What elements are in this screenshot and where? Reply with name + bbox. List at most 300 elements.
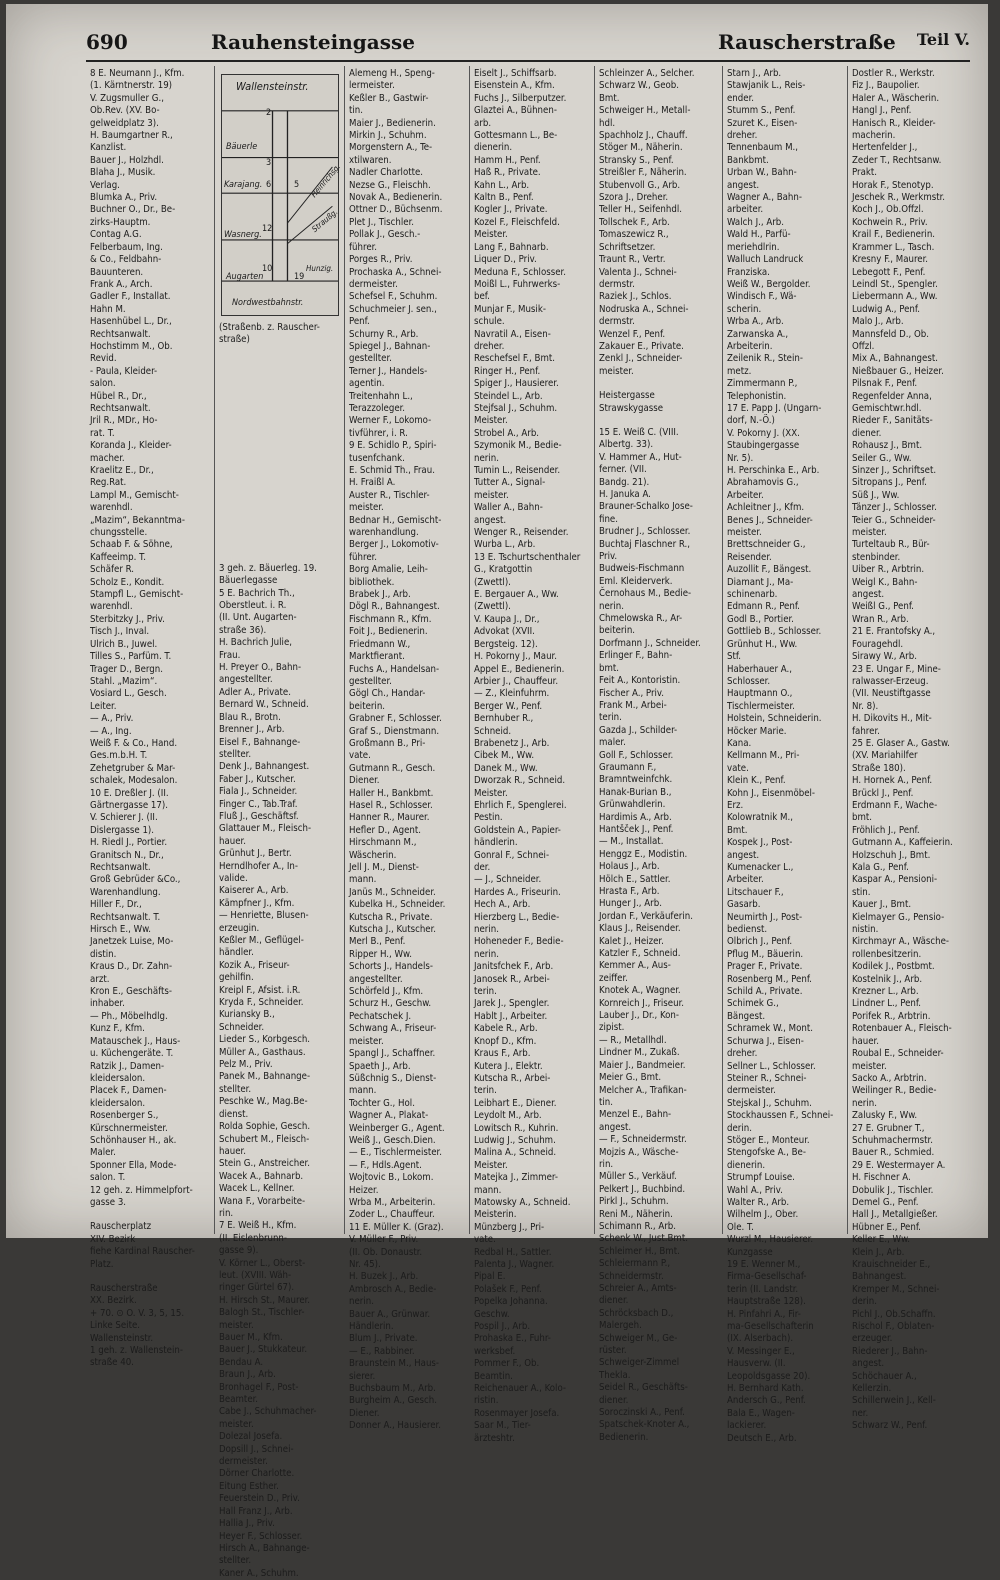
directory-entry-line: Bramntweinfchk. [599, 774, 673, 786]
directory-entry-line: distin. [90, 948, 117, 960]
directory-entry-line: Hallia J., Priv. [219, 1518, 275, 1530]
directory-entry-line: Kochwein R., Priv. [852, 216, 928, 228]
directory-entry-line [219, 419, 341, 431]
directory-entry-line: Berger W., Penf. [474, 700, 543, 712]
directory-entry-line: angest. [852, 589, 885, 601]
directory-entry-line: Gemischtwr.hdl. [852, 402, 922, 414]
directory-entry-line: (Zwettl). [474, 601, 511, 613]
directory-entry-line: Henggz E., Modistin. [599, 848, 688, 860]
directory-entry-line: nerin. [852, 1097, 877, 1109]
directory-entry-line: Kostelnik J., Arb. [852, 973, 923, 985]
directory-entry-line: Wana F., Vorarbeite- [219, 1195, 306, 1207]
column-4 [469, 66, 594, 1444]
directory-entry-line: diener. [852, 427, 882, 439]
directory-entry-line: Tischlermeister. [727, 700, 795, 712]
directory-entry-line: Wenger R., Reisender. [474, 527, 569, 539]
directory-entry-line: H. Fischner A. [852, 1172, 911, 1184]
directory-entry-line: Gottlieb B., Schlosser. [727, 626, 822, 638]
page-header [86, 26, 970, 66]
directory-entry-line: Brettschneider G., [727, 539, 806, 551]
directory-entry-line: Gögl Ch., Handar- [349, 688, 426, 700]
directory-entry-line: Klein J., Arb. [852, 1246, 905, 1258]
directory-entry-line: Penf. [349, 316, 370, 328]
directory-entry-line: dreher. [474, 340, 505, 352]
directory-entry-line: Seidel R., Geschäfts- [599, 1382, 688, 1394]
directory-entry-line: Hangl J., Penf. [852, 105, 912, 117]
directory-entry-line: Lieder S., Korbgesch. [219, 1034, 311, 1046]
directory-entry-line: stellter. [219, 1555, 252, 1567]
directory-entry-line: Pilsnak F., Penf. [852, 378, 918, 390]
directory-entry-line: Ratzik J., Damen- [90, 1060, 165, 1072]
right-street-title: Rauscherstraße [718, 30, 896, 54]
directory-entry-line: Spangl J., Schaffner. [349, 1048, 436, 1060]
directory-entry-line: Schweiger H., Metall- [599, 105, 691, 117]
directory-entry-line: Berger J., Lokomotiv- [349, 539, 439, 551]
directory-entry-line: Staubingergasse [727, 440, 800, 452]
directory-entry-line: Offzl. [852, 340, 875, 352]
directory-entry-line: Menzel E., Bahn- [599, 1109, 672, 1121]
directory-entry-line: Gottesmann L., Be- [474, 130, 558, 142]
directory-entry-line: führer. [349, 551, 378, 563]
directory-entry-line: Dopsill J., Schnei- [219, 1443, 294, 1455]
directory-entry-line: Terner J., Handels- [349, 365, 428, 377]
directory-entry-line: Malo J., Arb. [852, 316, 904, 328]
directory-entry-line: nerin. [474, 452, 499, 464]
directory-entry-line: vate. [474, 1234, 496, 1246]
directory-entry-line: Kornreich J., Friseur. [599, 997, 684, 1009]
directory-entry-line: V. Messinger E., [727, 1345, 795, 1357]
directory-entry-line: schinenarb. [727, 589, 778, 601]
directory-entry-line: dermeister. [219, 1456, 268, 1468]
directory-entry-line: Maier J., Bandmeier. [599, 1059, 686, 1071]
directory-entry-line: Spiegel J., Bahnan- [349, 340, 431, 352]
directory-entry-line: Kraus F., Arb. [474, 1048, 531, 1060]
directory-entry-line: salon. T. [90, 1172, 126, 1184]
directory-entry-line: Arbier J., Chauffeur. [474, 675, 559, 687]
directory-entry-line: Beamter. [219, 1394, 259, 1406]
directory-entry-line: Katzler F., Schneid. [599, 948, 681, 960]
directory-entry-line: Albertg. 33). [599, 439, 654, 451]
directory-entry-line: Kospek J., Post- [727, 837, 793, 849]
directory-entry-line: meister. [349, 502, 384, 514]
directory-entry-line: Starn J., Arb. [727, 68, 782, 79]
directory-entry-line: Meister. [474, 787, 508, 799]
directory-entry-line: Hunger J., Arb. [599, 898, 662, 910]
directory-entry-line: Hantšček J., Penf. [599, 823, 674, 835]
directory-entry-line: meister. [349, 1035, 384, 1047]
directory-entry-line: Dorfmann J., Schneider. [599, 637, 701, 649]
directory-entry-line: Arbeiter. [727, 489, 764, 501]
directory-entry-line [219, 503, 341, 515]
directory-entry-line: fine. [599, 513, 618, 525]
directory-entry-line: Polašek F., Penf. [474, 1283, 542, 1295]
directory-entry-line: Klaus J., Reisender. [599, 923, 681, 935]
directory-entry-line: Novak A., Bedienerin. [349, 192, 443, 204]
directory-entry-line: Raziek J., Schlos. [599, 291, 672, 303]
directory-entry-line: Szuret K., Eisen- [727, 117, 798, 129]
directory-entry-line: Krail F., Bedienerin. [852, 229, 936, 241]
directory-entry-line: Platz. [90, 1258, 114, 1270]
directory-entry-line: meister. [727, 527, 762, 539]
directory-entry-line [219, 551, 341, 563]
directory-entry-line: Goldstein A., Papier- [474, 824, 561, 836]
directory-entry-line: angestellter. [349, 973, 403, 985]
directory-entry-line: Kolowratnik M., [727, 812, 793, 824]
directory-entry-line: Balogh St., Tischler- [219, 1307, 305, 1319]
directory-entry-line: Meister. [474, 1159, 508, 1171]
directory-entry-line: Auzollit F., Bängest. [727, 564, 812, 576]
directory-entry-line: Schleimer H., Bmt. [599, 1245, 680, 1257]
directory-entry-line: Keller E., Ww. [852, 1234, 911, 1246]
directory-entry-line: Scholz E., Kondit. [90, 576, 165, 588]
directory-entry-line: Kämpfner J., Kfm. [219, 897, 295, 909]
directory-entry-line: Heizer. [349, 1184, 379, 1196]
directory-entry-line: Sterbitzky J., Priv. [90, 613, 165, 625]
directory-entry-line: rollenbesitzerin. [852, 948, 922, 960]
directory-entry-line: Haler A., Wäscherin. [852, 92, 940, 104]
directory-entry-line: Fuchs A., Handelsan- [349, 663, 440, 675]
directory-entry-line: vate. [349, 750, 371, 762]
directory-entry-line: Rauscherstraße [90, 1283, 158, 1294]
directory-entry-line: dermstr. [599, 316, 635, 328]
directory-entry-line: Pichl J., Ob.Schaffn. [852, 1308, 936, 1320]
directory-entry-line: bmt. [852, 812, 873, 824]
directory-entry-line: Regenfelder Anna, [852, 390, 932, 402]
directory-entry-line: Kellmann M., Pri- [727, 750, 800, 762]
directory-entry-line: dorf, N.-Ö.) [727, 415, 775, 427]
directory-entry-line: führer. [349, 241, 378, 253]
directory-entry-line: Rischol F., Oblaten- [852, 1321, 935, 1333]
directory-entry-line: Priv. [599, 551, 618, 563]
directory-entry-line: Nießbauer G., Heizer. [852, 365, 944, 377]
directory-entry-line: bibliothek. [349, 576, 395, 588]
directory-entry-line: Navratil A., Eisen- [474, 328, 551, 340]
directory-entry-line: Spatschek-Knoter A., [599, 1419, 690, 1431]
directory-entry-line: 17 E. Papp J. (Ungarn- [727, 402, 822, 414]
directory-entry-line: Wurzl M., Hausierer. [727, 1234, 814, 1246]
directory-entry-line: u. Küchengeräte. T. [90, 1048, 174, 1060]
directory-entry-line: ralwasser-Erzeug. [852, 675, 929, 687]
directory-entry-line: Prakt. [852, 167, 877, 179]
directory-entry-line: valide. [219, 872, 248, 884]
directory-entry-line: 3 geh. z. Bäuerleg. 19. [219, 562, 317, 574]
directory-entry-line: Linke Seite. [90, 1320, 141, 1332]
directory-entry-line: rin. [219, 1207, 234, 1219]
directory-entry-line: Buchtaj Flaschner R., [599, 538, 690, 550]
directory-entry-line: E. Bergauer A., Ww. [474, 589, 559, 601]
directory-entry-line: Popelka Johanna. [474, 1296, 548, 1308]
directory-entry-line: Malina A., Schneid. [474, 1147, 557, 1159]
directory-entry-line: Süß J., Ww. [852, 489, 900, 501]
directory-entry-line: Feit A., Kontoristin. [599, 675, 681, 687]
directory-entry-line: 29 E. Westermayer A. [852, 1159, 946, 1171]
directory-entry-line: Rosenmayer Josefa. [474, 1407, 560, 1419]
directory-entry-line: 27 E. Grubner T., [852, 1122, 925, 1134]
directory-entry-line: Porifek R., Arbtrin. [852, 1010, 931, 1022]
directory-entry-line: Leibhart E., Diener. [474, 1097, 557, 1109]
directory-entry-line: Weiß F. & Co., Hand. [90, 737, 178, 749]
directory-entry-line: zirks-Hauptm. [90, 216, 151, 228]
directory-entry-line: ma-Gesellschafterin [727, 1321, 814, 1333]
directory-entry-line: Schweiger M., Ge- [599, 1332, 678, 1344]
directory-entry-line: Straße 180). [852, 762, 906, 774]
directory-entry-line: Kaiserer A., Arb. [219, 885, 289, 897]
directory-entry-line: Schuchmeier J. sen., [349, 303, 437, 315]
directory-entry-line: Kauer J., Bmt. [852, 899, 912, 911]
directory-entry-line: nerin. [599, 600, 624, 612]
directory-entry-line: Weigl K., Bahn- [852, 576, 918, 588]
directory-entry-line: Schimek G., [727, 998, 779, 1010]
map-label-wallensteinstr: Wallensteinstr. [236, 80, 309, 93]
directory-entry-line: H. Dikovits H., Mit- [852, 713, 932, 725]
directory-entry-line: Tomaszewicz R., [599, 229, 669, 241]
directory-entry-line: Jeschek R., Werkmstr. [852, 192, 946, 204]
directory-entry-line: H. Perschinka E., Arb. [727, 465, 820, 476]
map-label-karajang: Karajang. [224, 180, 263, 190]
directory-entry-line: Cabe J., Schuhmacher- [219, 1406, 317, 1418]
directory-entry-line [219, 539, 341, 551]
directory-entry-line: Pipal E. [474, 1271, 506, 1283]
directory-entry-line: Wacek L., Kellner. [219, 1183, 295, 1195]
directory-entry-line: straße 36). [219, 624, 267, 636]
directory-entry-line: Stampfl L., Gemischt- [90, 589, 184, 601]
directory-entry-line [219, 431, 341, 443]
directory-entry-line: tin. [599, 1096, 613, 1108]
directory-entry-line: bmt. [599, 662, 620, 674]
directory-entry-line: Lang F., Bahnarb. [474, 241, 549, 253]
directory-entry-line: erzeuger. [852, 1333, 893, 1345]
directory-entry-line: Kunz F., Kfm. [90, 1023, 145, 1035]
directory-entry-line: Leydolt M., Arb. [474, 1110, 542, 1122]
directory-entry-line: — E., Rabbiner. [349, 1345, 415, 1357]
directory-entry-line: Dögl R., Bahnangest. [349, 601, 440, 613]
directory-entry-line: V. Pokorny J. (XX. [727, 427, 800, 439]
directory-entry-line: inhaber. [90, 998, 125, 1010]
directory-entry-line: Nezse G., Fleischh. [349, 179, 431, 191]
directory-entry-line: Hardes A., Friseurin. [474, 886, 561, 898]
directory-entry-line: Schleiermann P., [599, 1258, 671, 1270]
directory-entry-line: Reg.Rat. [90, 477, 127, 489]
directory-entry-line: Tisch J., Inval. [90, 626, 150, 638]
directory-entry-line: Kabele R., Arb. [474, 1023, 538, 1035]
directory-entry-line: Maier J., Bedienerin. [349, 117, 436, 129]
directory-entry-line: 9 E. Schidlo P., Spiri- [349, 440, 437, 452]
directory-entry-line: kleidersalon. [90, 1097, 146, 1109]
directory-entry-line: Feuerstein D., Priv. [219, 1493, 300, 1505]
directory-entry-line: hauer. [219, 835, 246, 847]
directory-entry-line: Zimmermann P., [727, 378, 798, 390]
directory-entry-line: Liebermann A., Ww. [852, 291, 938, 303]
directory-entry-line: dienst. [219, 1108, 249, 1120]
directory-entry-line: Urban W., Bahn- [727, 167, 797, 179]
map-label-straussg: Straußg. [310, 207, 340, 234]
directory-entry-line: Steiner R., Schnei- [727, 1072, 807, 1084]
directory-entry-line: Strobel A., Arb. [474, 427, 540, 439]
directory-entry-line: Schröcksbach D., [599, 1307, 674, 1319]
directory-entry-line: Gonral F., Schnei- [474, 849, 550, 861]
directory-entry-line: Brenner J., Arb. [219, 724, 285, 736]
directory-entry-line: Telephonistin. [727, 390, 787, 402]
directory-entry-line: Rohausz J., Bmt. [852, 440, 923, 452]
directory-entry-line: Stejskal J., Schuhm. [727, 1097, 812, 1109]
directory-entry-line: Nr. 5). [727, 452, 754, 464]
directory-entry-line: Wilhelm J., Ober. [727, 1209, 799, 1221]
column-1 [86, 66, 214, 1369]
directory-entry-line: Riederer J., Bahn- [852, 1345, 928, 1357]
directory-entry-line: dermstr. [599, 278, 635, 290]
directory-entry-line: Kürschnermeister. [90, 1122, 168, 1134]
directory-entry-line: (Zwettl). [474, 576, 511, 588]
directory-entry-line: Reichenauer A., Kolo- [474, 1383, 567, 1395]
directory-entry-line: Pflug M., Bäuerin. [727, 948, 804, 960]
directory-entry-line: Keßler M., Geflügel- [219, 935, 304, 946]
directory-entry-line: Reschefsel F., Bmt. [474, 353, 555, 365]
directory-entry-line: Nodruska A., Schnei- [599, 303, 689, 315]
directory-entry-line: tusenfchank. [349, 452, 405, 464]
directory-entry-line: Braunstein M., Haus- [349, 1358, 440, 1370]
directory-entry-line: Černohaus M., Bedie- [599, 588, 692, 600]
directory-entry-line: Schaab F. & Söhne, [90, 539, 173, 551]
directory-entry-line: chungsstelle. [90, 527, 148, 539]
directory-entry-line: Tumin L., Reisender. [474, 465, 561, 476]
directory-entry-line: Liquer D., Priv. [474, 254, 537, 266]
directory-entry-line: H. Baumgartner R., [90, 130, 173, 142]
directory-entry-line: Kutscha R., Arbei- [474, 1072, 551, 1084]
directory-entry-line: Mix A., Bahnangest. [852, 353, 938, 365]
directory-entry-line: V. Zugsmuller G., [90, 92, 164, 104]
street-map [221, 74, 343, 316]
directory-entry-line: Godl B., Portier. [727, 613, 794, 625]
directory-entry-line: Rechtsanwalt. [90, 402, 151, 414]
directory-entry-line: Pospil J., Arb. [474, 1321, 531, 1333]
directory-entry-line: Blumka A., Priv. [90, 192, 158, 204]
directory-entry-line: Prohaska E., Fuhr- [474, 1333, 551, 1345]
directory-entry-line: Kogler J., Private. [474, 204, 548, 216]
directory-entry-line: Bedienerin. [599, 1431, 649, 1443]
map-number-10: 10 [262, 264, 273, 274]
directory-entry-line: Koch J., Ob.Offzl. [852, 204, 924, 216]
directory-entry-line: Kresny F., Maurer. [852, 254, 929, 266]
column-2 [214, 66, 344, 1579]
map-number-3: 3 [266, 158, 272, 168]
directory-entry-line: Friedmann W., [349, 638, 411, 650]
directory-entry-line: nistin. [852, 924, 879, 936]
directory-entry-line: Uiber R., Arbtrin. [852, 564, 925, 576]
directory-entry-line: vate. [727, 762, 749, 774]
directory-entry-line: Hanisch R., Kleider- [852, 117, 936, 129]
map-label-augarten: Augarten [226, 272, 264, 282]
directory-entry-line: (XV. Mariahilfer [852, 750, 918, 762]
directory-entry-line: Szora J., Dreher. [599, 192, 669, 204]
directory-entry-line: Münzberg J., Pri- [474, 1221, 545, 1233]
directory-entry-line: G., Kratgottin [474, 564, 533, 576]
directory-entry-line: Bängest. [727, 1010, 766, 1022]
directory-entry-line: — E., Tischlermeister. [349, 1147, 442, 1159]
map-number-5: 5 [294, 180, 300, 190]
directory-entry-line: Erlinger F., Bahn- [599, 650, 673, 662]
directory-entry-line: Rechtsanwalt. T. [90, 911, 161, 923]
directory-entry-line: Wald H., Parfü- [727, 229, 791, 241]
directory-entry-line: Rieder F., Sanitäts- [852, 415, 933, 427]
directory-entry-line: stenbinder. [852, 551, 901, 563]
directory-entry-line: dreher. [727, 1048, 758, 1060]
directory-entry-line: & Co., Feldbahn- [90, 254, 162, 266]
directory-entry-line: Hanak-Burian B., [599, 786, 672, 798]
directory-entry-line: Ges.m.b.H. T. [90, 750, 148, 762]
directory-entry-line: Trager D., Bergn. [90, 663, 163, 675]
directory-entry-line: Arbeiterin. [727, 340, 773, 352]
directory-entry-line: Gazda J., Schilder- [599, 724, 678, 736]
directory-entry-line: bedienst. [727, 924, 768, 936]
directory-entry-line: XX. Bezirk. [90, 1295, 137, 1307]
directory-entry-line: Erz. [727, 799, 744, 811]
directory-entry-line: Glattauer M., Fleisch- [219, 823, 312, 835]
directory-entry-line: Schramek W., Mont. [727, 1023, 813, 1035]
directory-entry-line: Merl B., Penf. [349, 936, 406, 948]
directory-entry-line: Rosenberg M., Penf. [727, 973, 812, 985]
directory-entry-line: meister. [852, 1060, 887, 1072]
directory-entry-line: Walter R., Arb. [727, 1196, 790, 1208]
directory-entry-line: Schneider. [219, 1021, 265, 1033]
directory-entry-line: ärzteshtr. [474, 1432, 515, 1444]
directory-entry-line: Moißl L., Fuhrwerks- [474, 278, 561, 290]
directory-entry-line: Holaus J., Arb. [599, 861, 660, 873]
directory-entry-line: Ambrosch A., Bedie- [349, 1283, 437, 1295]
directory-entry-line: Matejka J., Zimmer- [474, 1172, 558, 1184]
directory-entry-line: lackierer. [727, 1420, 767, 1432]
directory-entry-line: Valenta J., Schnei- [599, 266, 677, 278]
directory-entry-line: + 70. ⊙ O. V. 3, 5, 15. [90, 1307, 185, 1319]
directory-entry-line: Fröhlich J., Penf. [852, 824, 920, 836]
directory-entry-line: Kraus D., Dr. Zahn- [90, 961, 173, 973]
directory-entry-line: Bala E., Wagen- [727, 1407, 795, 1419]
directory-entry-line: 11 E. Müller K. (Graz). [349, 1221, 444, 1233]
directory-entry-line: ringer Gürtel 67). [219, 1282, 295, 1294]
directory-entry-line: Contag A.G. [90, 229, 142, 241]
directory-entry-line: Rotenbauer A., Fleisch- [852, 1023, 952, 1035]
directory-entry-line: bef. [474, 291, 490, 303]
directory-entry-line: Kozel F., Fleischfeld. [474, 216, 560, 228]
directory-entry-line: Schneidermstr. [599, 1270, 664, 1282]
directory-entry-line: terin. [474, 1085, 497, 1097]
directory-entry-line: beiterin. [349, 700, 386, 712]
directory-entry-line [599, 378, 719, 390]
directory-entry-line: Geschw. [474, 1308, 510, 1320]
directory-entry-line: Dostler R., Werkstr. [852, 68, 935, 79]
directory-entry-line: XIV. Bezirk [90, 1233, 136, 1245]
directory-entry-line: Kohn J., Eisenmöbel- [727, 787, 816, 799]
directory-entry-line: Sinzer J., Schriftset. [852, 465, 937, 476]
directory-entry-line: Hölch E., Sattler. [599, 873, 671, 885]
directory-entry-line: Melcher A., Trafikan- [599, 1084, 687, 1096]
directory-entry-line: Kunzgasse [727, 1246, 773, 1258]
directory-entry-line: Kahn L., Arb. [474, 179, 530, 191]
directory-entry-line: Litschauer F., [727, 886, 784, 898]
directory-entry-line: händler. [219, 947, 254, 959]
directory-entry-line: Meisterin. [474, 1209, 517, 1221]
directory-entry-line: Donner A., Hausierer. [349, 1420, 441, 1432]
directory-entry-line: Budweis-Fischmann [599, 563, 685, 575]
directory-entry-line: Janüs M., Schneider. [349, 886, 436, 898]
directory-entry-line: Pirkl J., Schuhm. [599, 1196, 669, 1208]
directory-entry-line: Diener. [349, 775, 380, 787]
directory-entry-line: Sellner L., Schlosser. [727, 1060, 816, 1072]
directory-entry-line: Hall Franz J., Arb. [219, 1505, 293, 1517]
directory-entry-line: — A., Ing. [90, 725, 132, 737]
directory-entry-line: Verlag. [90, 179, 120, 191]
left-street-title: Rauhensteingasse [211, 30, 415, 54]
directory-entry-line [90, 1209, 211, 1221]
